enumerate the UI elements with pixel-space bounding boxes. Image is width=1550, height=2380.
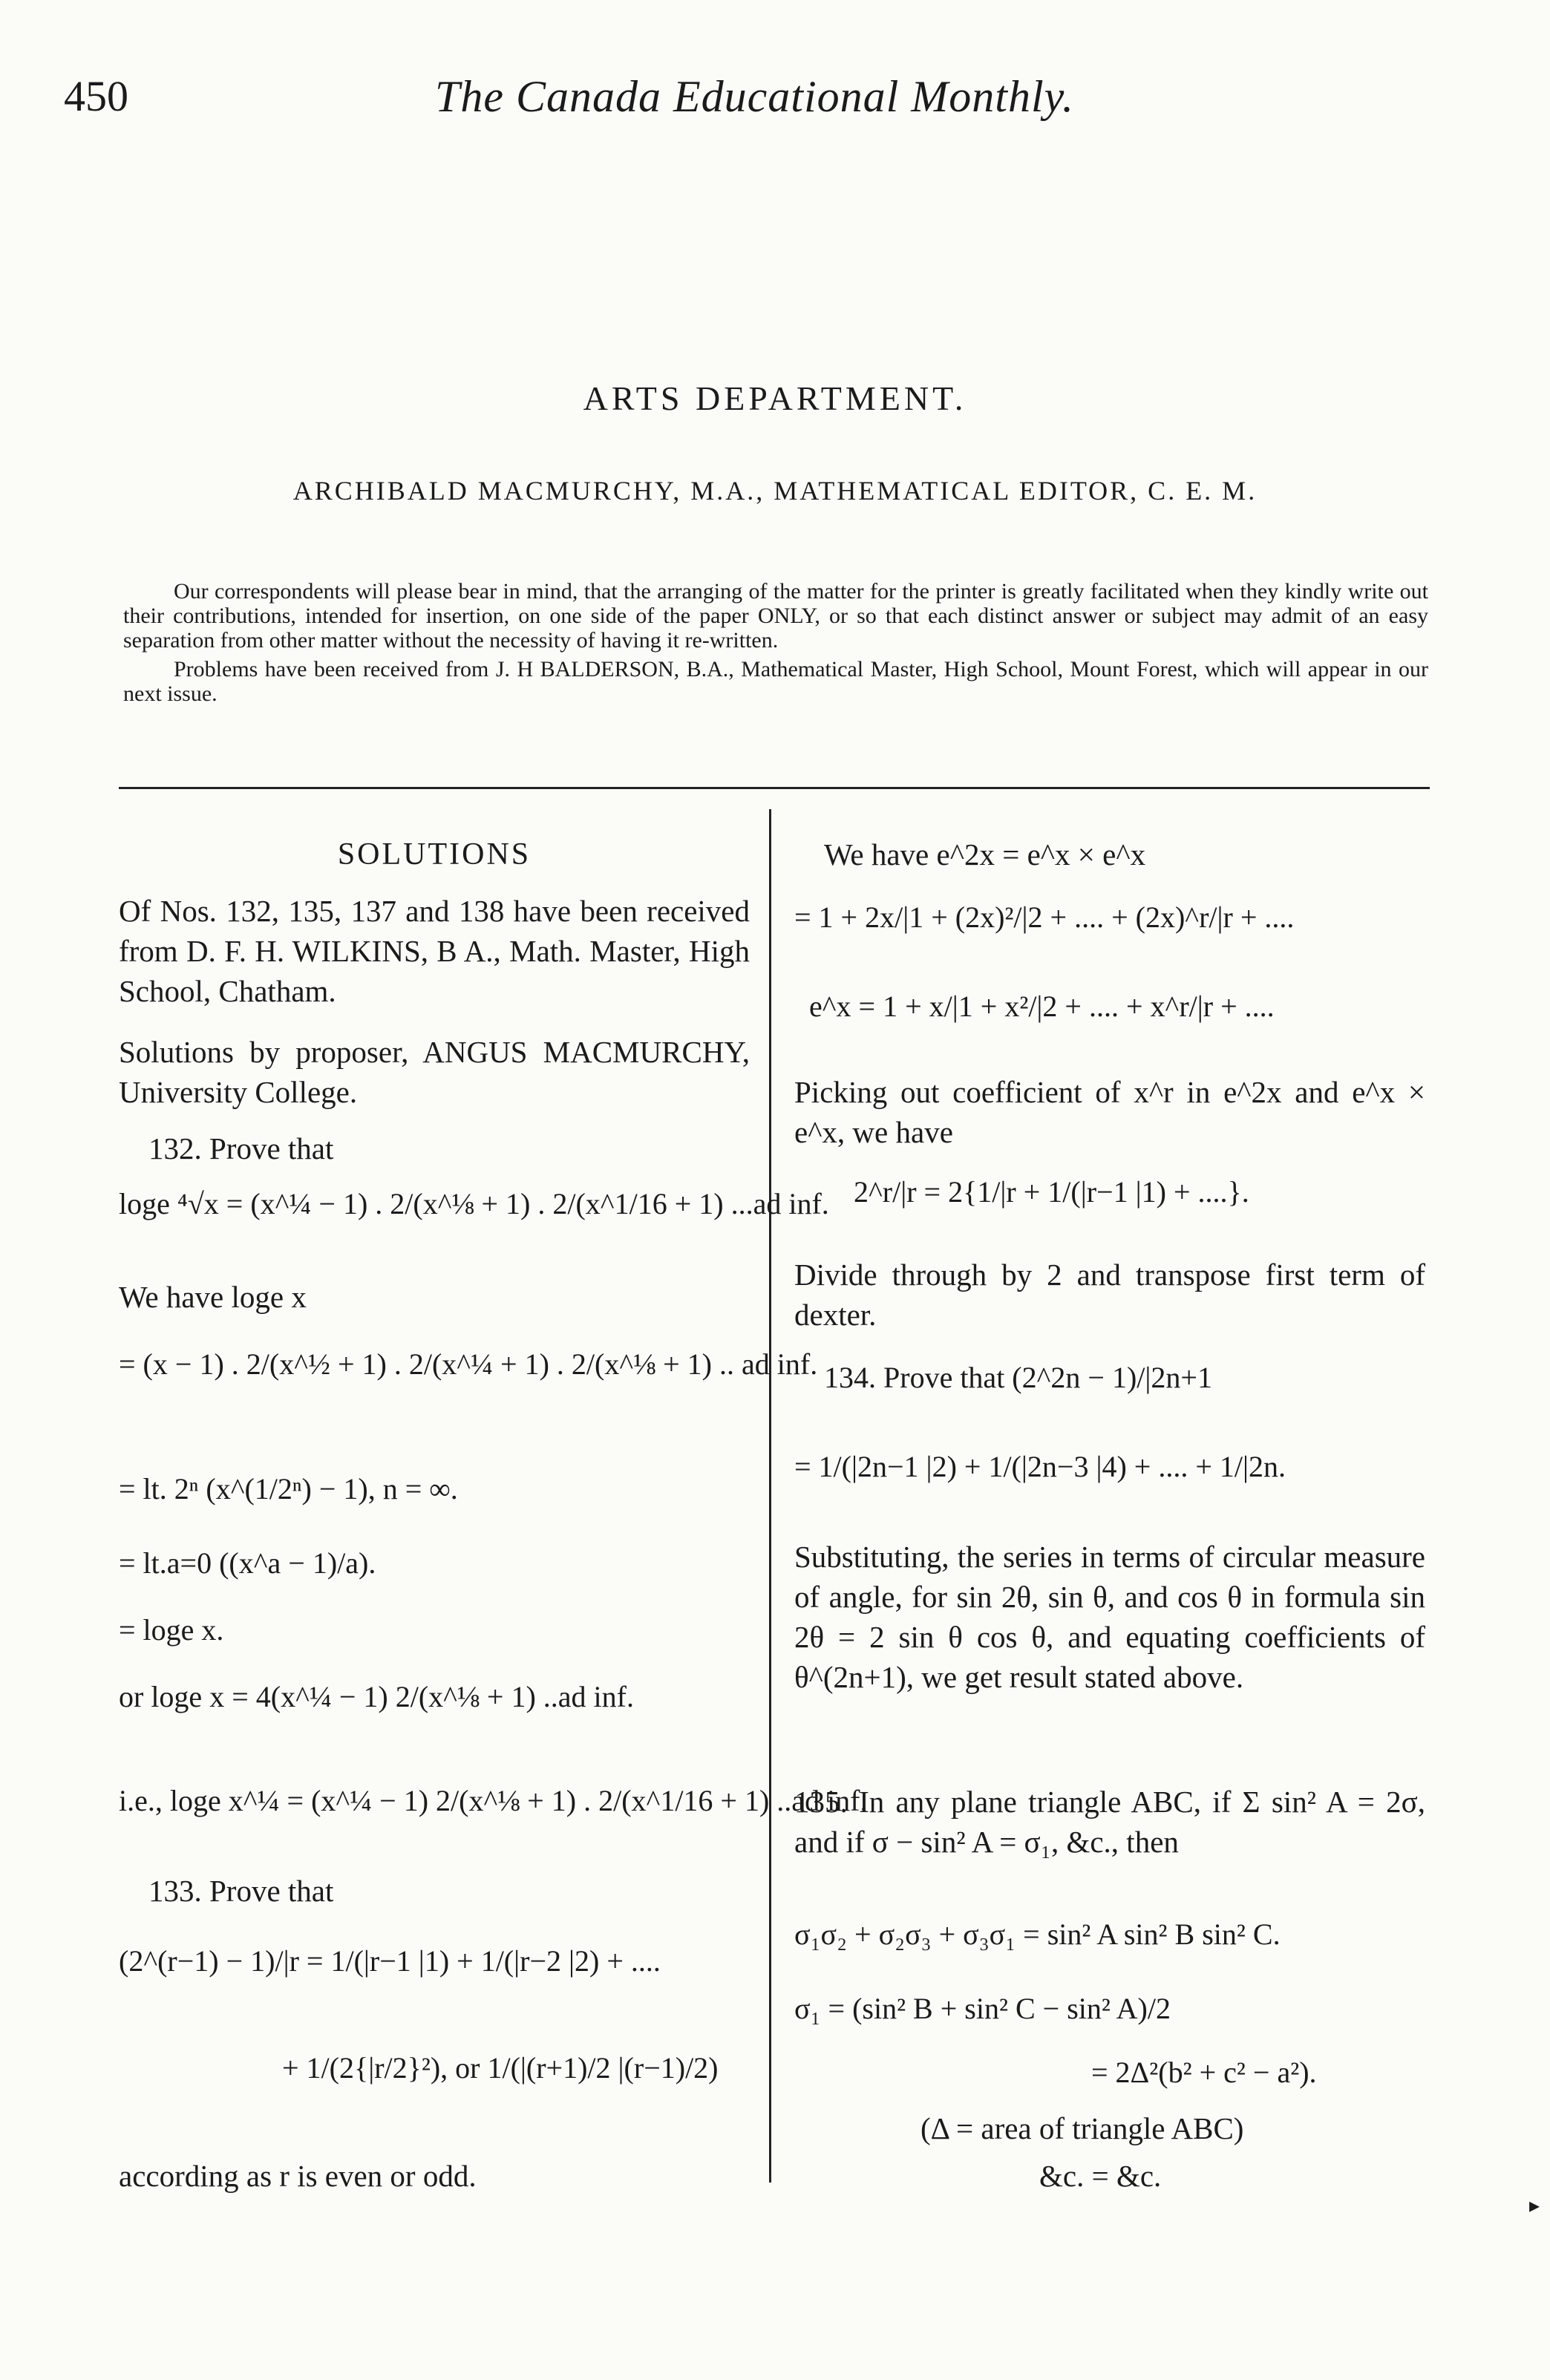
- right-coefficient-eq: 2^r/|r = 2{1/|r + 1/(|r−1 |1) + ....}.: [854, 1175, 1249, 1209]
- parity-note: according as r is even or odd.: [119, 2159, 477, 2193]
- right-series-ex: e^x = 1 + x/|1 + x²/|2 + .... + x^r/|r + ....: [809, 990, 1275, 1023]
- equation-132-step4: = loge x.: [119, 1613, 224, 1647]
- problem-135-label: 135. In any plane triangle ABC, if Σ sin² A = 2σ, and if σ − sin² A = σ₁, &c., then: [794, 1785, 1425, 1859]
- correspondents-notice: [123, 579, 1428, 706]
- equation-133: (2^(r−1) − 1)/|r = 1/(|r−1 |1) + 1/(|r−2 |2) + ....: [119, 1944, 661, 1978]
- etc-line: &c. = &c.: [1039, 2159, 1162, 2193]
- right-series-e2x: = 1 + 2x/|1 + (2x)²/|2 + .... + (2x)^r/|r + ....: [794, 900, 1295, 934]
- notice-paragraph: Problems have been received from J. H BALDERSON, B.A., Mathematical Master, High School, Mount Forest, which will appear in our next issue.: [123, 657, 1428, 706]
- equation-135: σ₁σ₂ + σ₂σ₃ + σ₃σ₁ = sin² A sin² B sin² C.: [794, 1918, 1281, 1951]
- equation-132-step1: = (x − 1) . 2/(x^½ + 1) . 2/(x^¼ + 1) . 2/(x^⅛ + 1) .. ad inf.: [119, 1347, 818, 1381]
- department-title: ARTS DEPARTMENT.: [583, 379, 967, 417]
- proposer-line: Solutions by proposer, ANGUS MACMURCHY, University College.: [119, 1035, 750, 1109]
- equation-132-step5: or loge x = 4(x^¼ − 1) 2/(x^⅛ + 1) ..ad inf.: [119, 1680, 634, 1713]
- we-have-line: We have loge x: [119, 1280, 307, 1314]
- right-line-1: We have e^2x = e^x × e^x: [824, 837, 1146, 872]
- problem-133-label: 133. Prove that: [148, 1874, 334, 1908]
- equation-135-sigma1: σ₁ = (sin² B + sin² C − sin² A)/2: [794, 1992, 1171, 2025]
- solutions-intro: Of Nos. 132, 135, 137 and 138 have been received from D. F. H. WILKINS, B A., Math. Master, High School, Chatham.: [119, 894, 750, 1008]
- equation-132-step3: = lt.a=0 ((x^a − 1)/a).: [119, 1546, 376, 1580]
- page-number: 450: [64, 72, 128, 120]
- equation-134: = 1/(|2n−1 |2) + 1/(|2n−3 |4) + .... + 1/|2n.: [794, 1450, 1286, 1483]
- equation-135-delta: = 2Δ²(b² + c² − a²).: [1091, 2056, 1317, 2089]
- equation-132: loge ⁴√x = (x^¼ − 1) . 2/(x^⅛ + 1) . 2/(x^1/16 + 1) ...ad inf.: [119, 1187, 829, 1220]
- right-substituting-text: Substituting, the series in terms of circular measure of angle, for sin 2θ, sin θ, and cos θ in formula sin 2θ = 2 sin θ cos θ, and equating coefficients of θ^(2n+1), we get result stated above.: [794, 1540, 1425, 1694]
- equation-133-cont: + 1/(2{|r/2}²), or 1/(|(r+1)/2 |(r−1)/2): [282, 2051, 719, 2085]
- problem-134-label: 134. Prove that (2^2n − 1)/|2n+1: [824, 1361, 1212, 1394]
- page-corner-mark: ▸: [1529, 2194, 1540, 2217]
- problem-132-label: 132. Prove that: [148, 1131, 334, 1166]
- right-coefficient-text: Picking out coefficient of x^r in e^2x and e^x × e^x, we have: [794, 1075, 1425, 1149]
- equation-132-step2: = lt. 2ⁿ (x^(1/2ⁿ) − 1), n = ∞.: [119, 1472, 458, 1506]
- solutions-heading: SOLUTIONS: [337, 837, 532, 872]
- column-divider: [769, 809, 771, 2183]
- notice-paragraph: Our correspondents will please bear in mind, that the arranging of the matter for the printer is greatly facilitated when they kindly write out their contributions, intended for insertion, on one side of the paper ONLY, or so that each distinct answer or subject may admit of an easy separation from other matter without the necessity of having it re-written.: [123, 579, 1428, 653]
- running-head: The Canada Educational Monthly.: [435, 72, 1074, 121]
- editor-line: ARCHIBALD MACMURCHY, M.A., MATHEMATICAL EDITOR, C. E. M.: [292, 476, 1258, 506]
- delta-definition: (Δ = area of triangle ABC): [920, 2111, 1244, 2145]
- equation-132-step6: i.e., loge x^¼ = (x^¼ − 1) 2/(x^⅛ + 1) . 2/(x^1/16 + 1) ..ad inf.: [119, 1784, 868, 1817]
- right-divide-text: Divide through by 2 and transpose first term of dexter.: [794, 1258, 1425, 1332]
- horizontal-rule: [119, 787, 1430, 789]
